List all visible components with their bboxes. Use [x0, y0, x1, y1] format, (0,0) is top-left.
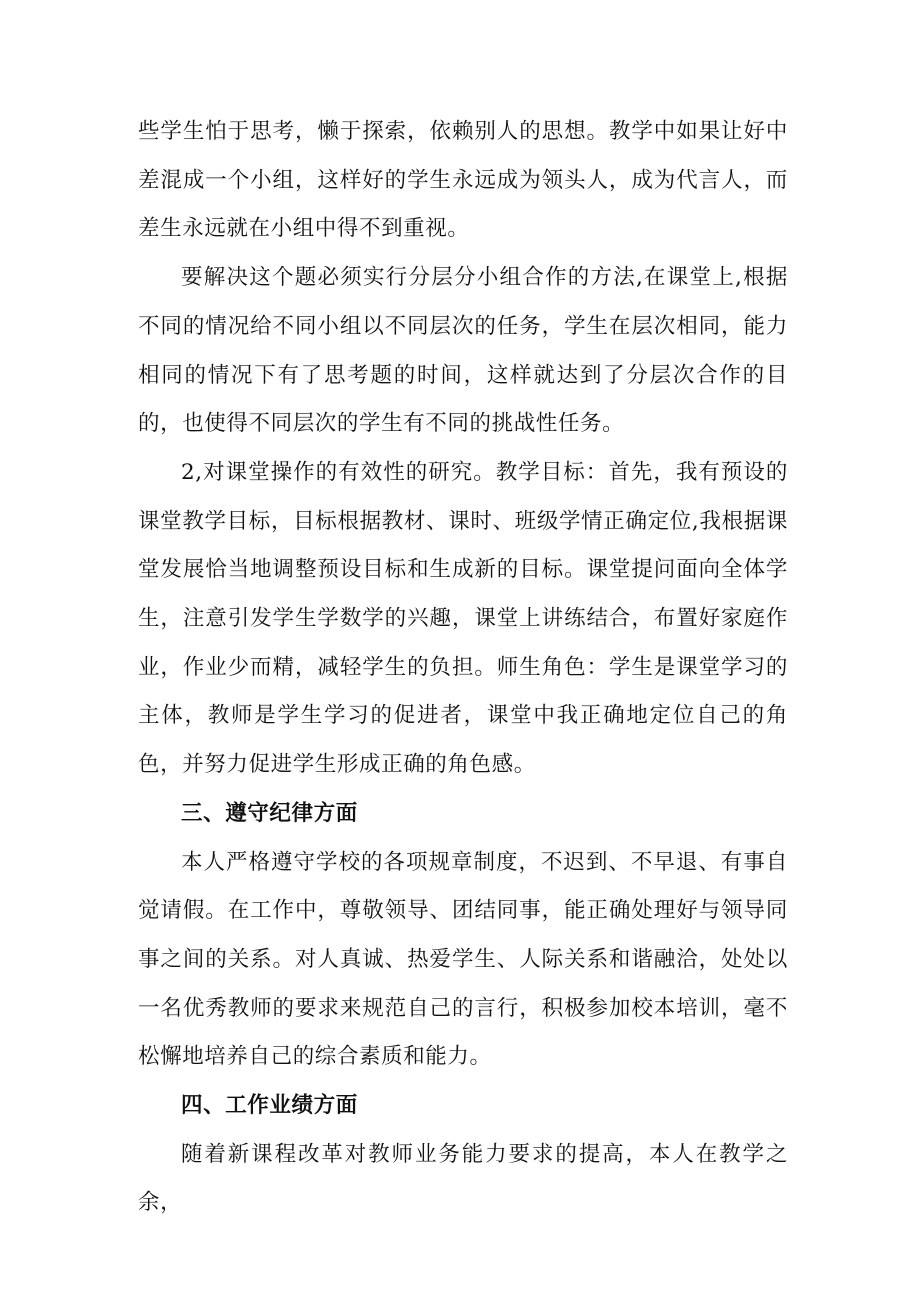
paragraph-achievements: 随着新课程改革对教师业务能力要求的提高，本人在教学之余， — [138, 1141, 788, 1216]
paragraph-classroom-effectiveness: 2,对课堂操作的有效性的研究。教学目标：首先，我有预设的课堂教学目标，目标根据教材、课时、班级学情正确定位,我根据课堂发展恰当地调整预设目标和生成新的目标。课堂提问面向全体学生，注意引发学生学数学的兴趣，课堂上讲练结合，布置好家庭作业，作业少而精，减轻学生的负担。师生角色：学生是课堂学习的主体，教师是学生学习的促进者，课堂中我正确地定位自己的角色，并努力促进学生形成正确的角色感。 — [138, 459, 788, 778]
section-heading-achievements: 四、工作业绩方面 — [181, 1093, 358, 1119]
paragraph-discipline: 本人严格遵守学校的各项规章制度，不迟到、不早退、有事自觉请假。在工作中，尊敬领导、团结同事，能正确处理好与领导同事之间的关系。对人真诚、热爱学生、人际关系和谐融洽，处处以一名优秀教师的要求来规范自己的言行，积极参加校本培训，毫不松懈地培养自己的综合素质和能力。 — [138, 849, 788, 1070]
paragraph-group-cooperation: 要解决这个题必须实行分层分小组合作的方法,在课堂上,根据不同的情况给不同小组以不同层次的任务，学生在层次相同，能力相同的情况下有了思考题的时间，这样就达到了分层次合作的目的，也使得不同层次的学生有不同的挑战性任务。 — [138, 265, 788, 437]
paragraph-continuation: 些学生怕于思考，懒于探索，依赖别人的思想。教学中如果让好中差混成一个小组，这样好的学生永远成为领头人，成为代言人，而差生永远就在小组中得不到重视。 — [138, 119, 788, 242]
section-heading-discipline: 三、遵守纪律方面 — [181, 800, 358, 826]
document-body — [138, 108, 788, 1228]
